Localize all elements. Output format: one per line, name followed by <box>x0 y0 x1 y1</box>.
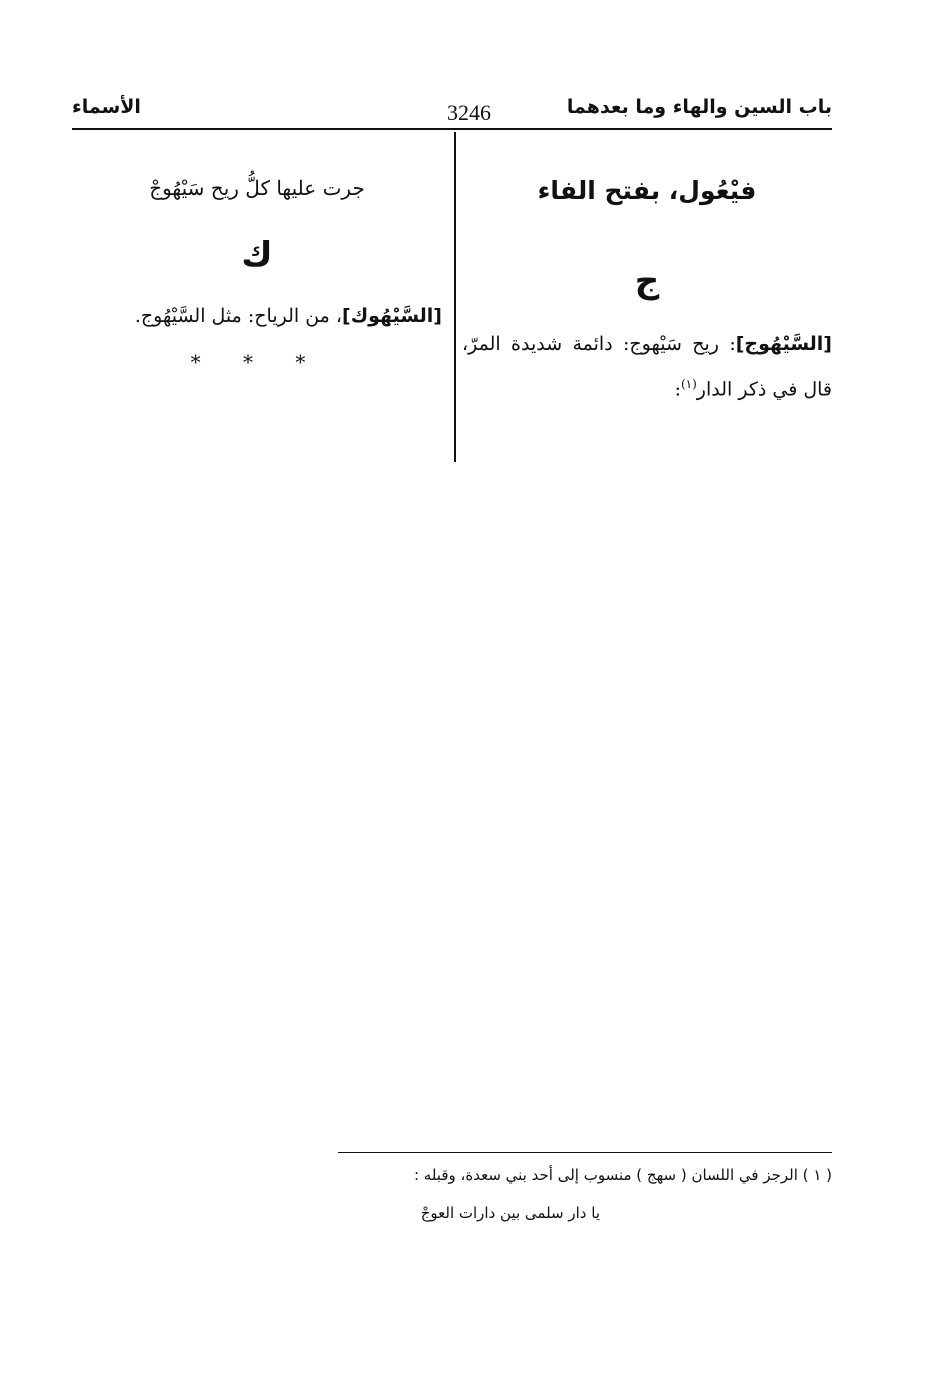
section-title: فيْعُول، بفتح الفاء <box>537 176 757 205</box>
entry-headword: [السَّيْهُوج] <box>735 333 832 355</box>
entry-text: : ريح سَيْهوج: دائمة شديدة المرّ، قال في ذكر الدار <box>462 333 832 401</box>
footnote: ( ١ ) الرجز في اللسان ( سهج ) منسوب إلى أحد بني سعدة، وقبله : <box>413 1166 832 1184</box>
entry-headword: [السَّيْهُوك] <box>342 305 442 327</box>
entry-sayhuk <box>72 296 442 336</box>
footnote-marker: (١) <box>680 377 697 391</box>
section-end-stars: * * * <box>190 350 324 374</box>
header-rule <box>72 128 832 130</box>
entry-text: ، من الرياح: مثل السَّيْهُوج. <box>134 305 343 327</box>
verse-line: جرت عليها كلُّ ريح سَيْهُوجْ <box>149 176 365 200</box>
section-running-title: الأسماء <box>72 96 141 118</box>
footnote-verse: يا دار سلمى بين دارات العوجْ <box>420 1204 600 1222</box>
column-divider <box>454 132 456 462</box>
footnote-rule <box>338 1152 832 1153</box>
chapter-title: باب السين والهاء وما بعدهما <box>566 96 832 118</box>
entry-end: : <box>674 378 681 401</box>
left-column <box>72 168 442 374</box>
right-column <box>462 168 832 409</box>
page-number: 3246 <box>447 100 491 125</box>
letter-heading-kaf: ك <box>241 235 273 275</box>
entry-sayhuj <box>462 324 832 409</box>
letter-heading-jim: ج <box>634 261 660 301</box>
